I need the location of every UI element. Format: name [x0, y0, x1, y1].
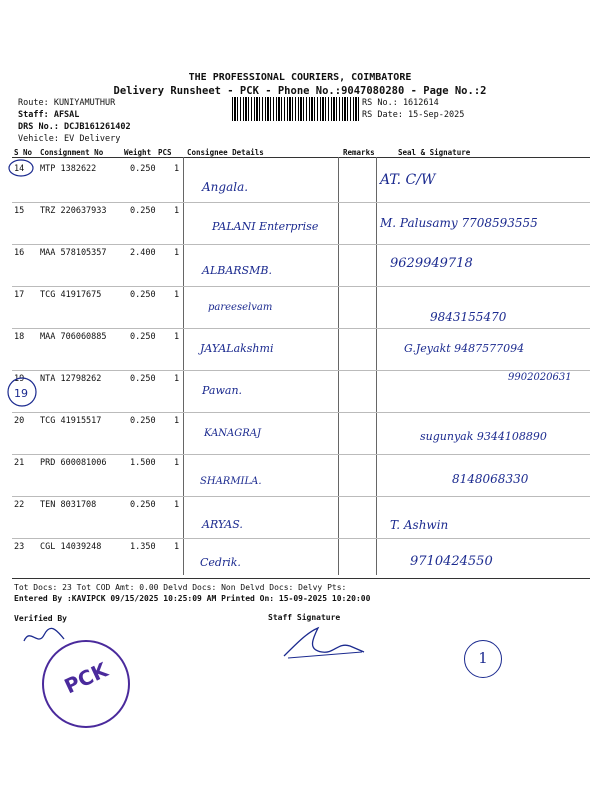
row-separator [12, 496, 590, 497]
row-separator [12, 328, 590, 329]
rs-date: RS Date: 15-Sep-2025 [362, 110, 465, 120]
vehicle-label: Vehicle: EV Delivery [18, 134, 121, 144]
row-signature: sugunyak 9344108890 [420, 430, 547, 443]
col-remarks: Remarks [343, 148, 375, 157]
row-signature: 9629949718 [390, 256, 473, 271]
row-weight: 1.350 [130, 542, 156, 552]
row-separator [12, 244, 590, 245]
barcode [232, 97, 360, 121]
verified-by-label: Verified By [14, 614, 67, 623]
row-consignment: NTA 12798262 [40, 374, 102, 384]
table-row [12, 244, 590, 286]
row-consignee-handwriting: SHARMILA. [200, 476, 262, 487]
row-signature: 9710424550 [410, 554, 493, 569]
row-consignee-handwriting: Pawan. [202, 384, 243, 397]
entered-by-line: Entered By :KAVIPCK 09/15/2025 10:25:09 AM Printed On: 15-09-2025 10:20:00 [14, 594, 371, 603]
col-weight: Weight [124, 148, 152, 157]
row-consignment: MTP 1382622 [40, 164, 97, 174]
row-sno: 18 [14, 332, 25, 342]
row-signature: 8148068330 [452, 472, 529, 486]
row-consignment: TEN 8031708 [40, 500, 97, 510]
table-row [12, 454, 590, 496]
row-separator [12, 286, 590, 287]
stamp-text: PCK [60, 657, 112, 699]
row-consignee-handwriting: KANAGRAJ [204, 428, 262, 439]
row-weight: 0.250 [130, 332, 156, 342]
row-sno: 20 [14, 416, 25, 426]
svg-text:19: 19 [14, 387, 28, 400]
row-weight: 0.250 [130, 416, 156, 426]
row-consignee-handwriting: Angala. [202, 180, 249, 194]
row-sno: 17 [14, 290, 25, 300]
row-consignment: CGL 14039248 [40, 542, 102, 552]
circled-page-number [464, 640, 502, 678]
row-weight: 1.500 [130, 458, 156, 468]
row-separator [12, 202, 590, 203]
row-separator [12, 412, 590, 413]
row-consignee-handwriting: ALBARSMB. [202, 264, 272, 277]
row-pcs: 1 [174, 500, 180, 510]
table-row [12, 286, 590, 328]
header-rule [12, 157, 590, 158]
table-row [12, 370, 590, 412]
row-consignee-handwriting: PALANI Enterprise [212, 220, 319, 233]
row-sno: 21 [14, 458, 25, 468]
handwritten-circle [6, 158, 36, 178]
table-row [12, 160, 590, 202]
row-pcs: 1 [174, 542, 180, 552]
col-consignment: Consignment No [40, 148, 104, 157]
row-pcs: 1 [174, 164, 180, 174]
table-row [12, 202, 590, 244]
row-consignment: PRD 600081006 [40, 458, 107, 468]
row-consignment: TCG 41915517 [40, 416, 102, 426]
row-consignee-handwriting: ARYAS. [202, 518, 243, 531]
row-pcs: 1 [174, 248, 180, 258]
row-pcs: 1 [174, 206, 180, 216]
totals-line: Tot Docs: 23 Tot COD Amt: 0.00 Delvd Docs: Non Delvd Docs: Delvy Pts: [14, 583, 347, 592]
table-row [12, 496, 590, 538]
row-signature: AT. C/W [380, 172, 436, 188]
row-pcs: 1 [174, 374, 180, 384]
table-row [12, 538, 590, 580]
row-consignee-handwriting: Cedrik. [200, 556, 241, 569]
row-pcs: 1 [174, 416, 180, 426]
row-pcs: 1 [174, 332, 180, 342]
rs-number: RS No.: 1612614 [362, 98, 439, 108]
row-consignee-handwriting: pareeselvam [208, 302, 273, 313]
row-sno: 16 [14, 248, 25, 258]
row-signature: 9902020631 [508, 372, 572, 383]
col-seal: Seal & Signature [398, 148, 471, 157]
row-pcs: 1 [174, 290, 180, 300]
row-sno: 14 [14, 164, 25, 174]
row-signature: 9843155470 [430, 310, 507, 324]
row-consignee-handwriting: JAYALakshmi [200, 342, 274, 355]
row-signature: G.Jeyakt 9487577094 [404, 342, 525, 355]
handwritten-circle [4, 370, 40, 410]
row-separator [12, 454, 590, 455]
col-sno: S No [14, 148, 33, 157]
row-sno: 19 [14, 374, 25, 384]
route-label: Route: KUNIYAMUTHUR [18, 98, 116, 108]
col-consignee: Consignee Details [187, 148, 264, 157]
pck-stamp [42, 640, 130, 728]
company-title: THE PROFESSIONAL COURIERS, COIMBATORE [188, 72, 412, 83]
row-pcs: 1 [174, 458, 180, 468]
row-separator [12, 538, 590, 539]
row-weight: 0.250 [130, 500, 156, 510]
row-sno: 15 [14, 206, 25, 216]
row-consignment: TRZ 220637933 [40, 206, 107, 216]
row-weight: 0.250 [130, 374, 156, 384]
col-pcs: PCS [158, 148, 172, 157]
row-signature: T. Ashwin [390, 518, 449, 532]
row-weight: 2.400 [130, 248, 156, 258]
table-row [12, 412, 590, 454]
row-consignment: MAA 578105357 [40, 248, 107, 258]
staff-signature-label: Staff Signature [268, 613, 341, 622]
staff-label: Staff: AFSAL [18, 110, 80, 120]
table-bottom-rule [12, 578, 590, 579]
row-consignment: MAA 706060885 [40, 332, 107, 342]
row-signature: M. Palusamy 7708593555 [380, 216, 538, 230]
row-weight: 0.250 [130, 290, 156, 300]
row-consignment: TCG 41917675 [40, 290, 102, 300]
staff-signature [278, 622, 368, 666]
row-weight: 0.250 [130, 164, 156, 174]
row-sno: 22 [14, 500, 25, 510]
drs-label: DRS No.: DCJB161261402 [18, 122, 131, 132]
row-sno: 23 [14, 542, 25, 552]
row-separator [12, 370, 590, 371]
row-weight: 0.250 [130, 206, 156, 216]
page-number-text: 1 [478, 649, 488, 667]
table-row [12, 328, 590, 370]
runsheet-subtitle: Delivery Runsheet - PCK - Phone No.:9047080280 - Page No.:2 [113, 85, 487, 97]
